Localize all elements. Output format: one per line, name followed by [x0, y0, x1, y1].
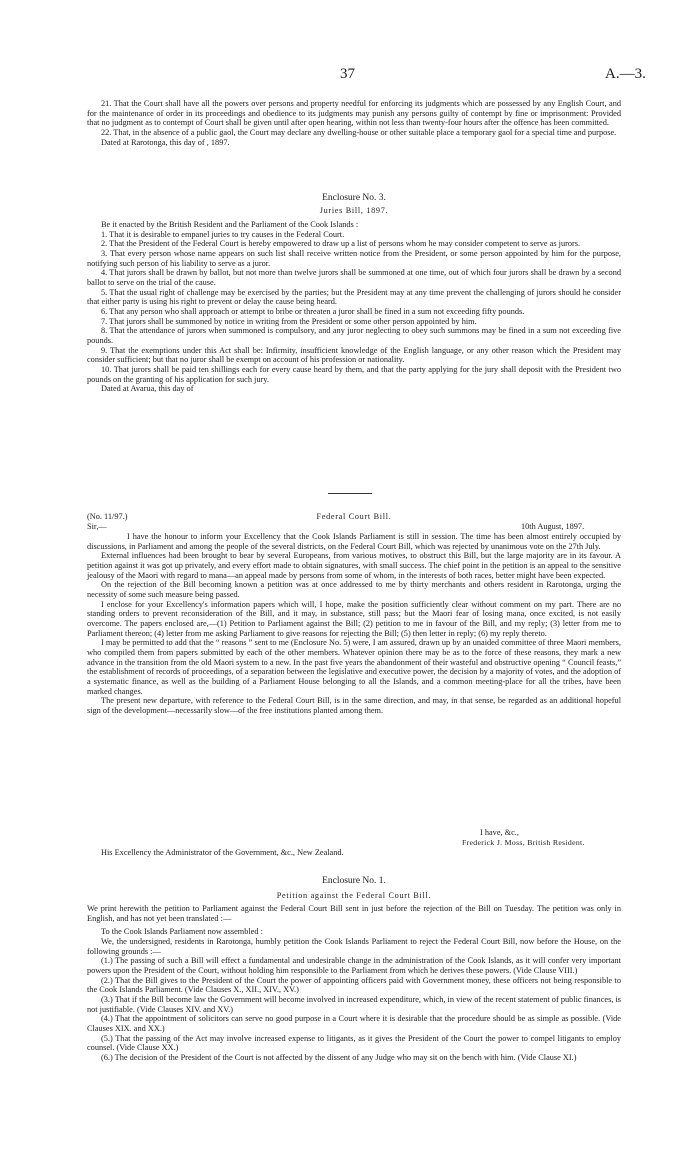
petition-ground: (2.) That the Bill gives to the President of the Court the power of appointing officers paid with Government money, these officers not being responsible to the Cook Islands Parliament. (Vide Clauses X., XII., XIV., XV.): [87, 975, 621, 995]
clause-21: 21. That the Court shall have all the powers over persons and property needful for enforcing its judgments which are possessed by any English Court, and for the maintenance of order in its proceedings and obedience to its judgments may punish any persons guilty of contempt by fine or imprisonment: Provided that no judgment as to contempt of Court shall be given until after open hearing, within not less than twenty-four hours after the offence has been committed.: [87, 99, 621, 128]
letter-paragraph: I have the honour to inform your Excellency that the Cook Islands Parliament is still in session. The time has been almost entirely occupied by discussions, in Parliament and among the people of the several districts, on the Federal Court Bill, which was rejected by unanimous vote on the 27th July.: [87, 532, 621, 551]
juries-clause-10: 10. That jurors shall be paid ten shillings each for every cause heard by them, and that the party applying for the jury shall deposit with the President two pounds on the granting of his application for such jury.: [87, 364, 621, 384]
petition-intro: We print herewith the petition to Parliament against the Federal Court Bill sent in just before the rejection of the Bill on Tuesday. The petition was only in English, and has not yet been translated :—: [87, 904, 621, 923]
petition-title: Petition against the Federal Court Bill.: [276, 891, 432, 900]
juries-preamble: Be it enacted by the British Resident and the Parliament of the Cook Islands :: [101, 220, 359, 229]
juries-clause-8: 8. That the attendance of jurors when summoned is compulsory, and any juror neglecting to obey such summons may be fined in a sum not exceeding five pounds.: [87, 326, 621, 345]
juries-clause-5: 5. That the usual right of challenge may be exercised by the parties; but the President may at any time prevent the challenging of jurors should he consider that either party is using his right to prevent or delay the cause being heard.: [87, 287, 621, 307]
petition-ground: (5.) That the passing of the Act may involve increased expense to litigants, as it gives the President of the Court the power to compel litigants to employ counsel. (Vide Clause XX.): [87, 1033, 621, 1053]
letter-closing: I have, &c.,: [480, 828, 519, 837]
section-divider: [328, 493, 372, 494]
page-reference: A.—3.: [605, 66, 646, 82]
juries-clause-7: 7. That jurors shall be summoned by notice in writing from the President or some other person appointed by him.: [101, 316, 477, 326]
letter-number: (No. 11/97.): [87, 512, 128, 521]
letter-salutation: Sir,—: [87, 522, 107, 531]
enclosure-1-heading: Enclosure No. 1.: [322, 876, 386, 886]
top-clauses: [87, 99, 621, 147]
letter-signature: Frederick J. Moss, British Resident.: [462, 838, 585, 847]
letter-paragraph: On the rejection of the Bill becoming known a petition was at once addressed to me by thirty merchants and others resident in Rarotonga, urging the necessity of some such measure being passed.: [87, 580, 621, 599]
letter-addressee: His Excellency the Administrator of the Government, &c., New Zealand.: [101, 848, 344, 857]
federal-court-bill-title: Federal Court Bill.: [316, 512, 392, 521]
juries-clause-9: 9. That the exemptions under this Act shall be: Infirmity, insufficient knowledge of the English language, or any other reason which the President may consider sufficient; but that no juror shall be exempt on account of his profession or nationality.: [87, 345, 621, 365]
page-number: 37: [340, 66, 355, 82]
petition-body: [87, 904, 621, 1063]
juries-clause-1: 1. That it is desirable to empanel juries to try causes in the Federal Court.: [101, 229, 345, 239]
letter-date: 10th August, 1897.: [521, 522, 585, 531]
juries-clause-3: 3. That every person whose name appears on such list shall receive written notice from the President, or some person appointed by him for the purpose, notifying such person of his liability to serve as a juror.: [87, 248, 621, 268]
petition-to-line: To the Cook Islands Parliament now assembled :: [101, 927, 263, 937]
juries-bill-title: Juries Bill, 1897.: [319, 206, 389, 215]
letter-paragraph: The present new departure, with reference to the Federal Court Bill, is in the same direction, and may, in that sense, be regarded as an additional hopeful sign of the development—necessarily slow—of the free institutions planted among them.: [87, 696, 621, 715]
letter-paragraph: External influences had been brought to bear by several Europeans, from various motives, to obstruct this Bill, but the large majority are in its favour. A petition against it was got up privately, and every effort made to obtain signatures, with small success. The chief point in the petition is an appeal to the sensitive jealousy of the Maori with regard to mana—an appeal made by persons from some of whom, in the interests of both races, better might have been expected.: [87, 551, 621, 580]
juries-clause-2: 2. That the President of the Federal Court is hereby empowered to draw up a list of persons whom he may consider competent to serve as jurors.: [101, 239, 581, 249]
petition-ground: (3.) That if the Bill become law the Government will become involved in increased expenditure, which, in view of the recent statement of public finances, is not justifiable. (Vide Clauses XIV. and XV.): [87, 994, 621, 1014]
letter-paragraph: I enclose for your Excellency's information papers which will, I hope, make the position sufficiently clear without comment on my part. There are no standing orders to prevent reconsideration of the Bill, and it may, in substance, still pass; but the Maori fear of losing mana, once excited, is not easily overcome. The papers enclosed are,—(1) Petition to Parliament against the Bill; (2) petition to me in favour of the Bill, and my reply; (3) letter from me to Parliament thereon; (4) letter from me asking Parliament to give reasons for rejecting the Bill; (5) then letter in reply; (6) my reply thereto.: [87, 599, 621, 638]
juries-clause-4: 4. That jurors shall be drawn by ballot, but not more than twelve jurors shall be summoned at one time, out of which four jurors shall be drawn by a second ballot to serve on the trial of the cause.: [87, 268, 621, 287]
top-dated-line: Dated at Rarotonga, this day of , 1897.: [101, 137, 230, 147]
petition-ground: (1.) The passing of such a Bill will effect a fundamental and undesirable change in the administration of the Cook Islands, as it will confer very important powers upon the President of the Court, without holding him responsible to the Parliament from which he derives these powers. (Vide Clause VIII.): [87, 956, 621, 975]
letter-paragraph: I may be permitted to add that the “ reasons ” sent to me (Enclosure No. 5) were, I am assured, drawn up by an unaided committee of three Maori members, who compiled them from papers submitted by each of the other members. Whatever opinion there may be as to the force of these reasons, they mark a new advance in the transition from the old Maori system to a new. In the past five years the abandonment of their wasteful and obstructive opening “ Council feasts,” the establishment of records of proceedings, of a separation between the legislative and executive power, the decision by a majority of votes, and the adoption of a systematic finance, as well as the building of a Parliament House belonging to all the Islands, and a common meeting-place for all the tribes, have been marked changes.: [87, 638, 621, 696]
petition-ground: (6.) The decision of the President of the Court is not affected by the dissent of any Judge who may sit on the bench with him. (Vide Clause XI.): [101, 1052, 577, 1062]
petition-ground: (4.) That the appointment of solicitors can serve no good purpose in a Court where it is desirable that the procedure should be as simple as possible. (Vide Clauses XIX. and XX.): [87, 1014, 621, 1033]
petition-statement: We, the undersigned, residents in Rarotonga, humbly petition the Cook Islands Parliament to reject the Federal Court Bill, now before the House, on the following grounds :—: [87, 936, 621, 956]
juries-clause-6: 6. That any person who shall approach or attempt to bribe or threaten a juror shall be fined in a sum not exceeding fifty pounds.: [101, 306, 525, 316]
letter-body: [87, 532, 621, 715]
juries-bill-body: [87, 220, 621, 394]
clause-22: 22. That, in the absence of a public gaol, the Court may declare any dwelling-house or other suitable place a temporary gaol for a special time and purpose.: [101, 127, 617, 137]
juries-dated-line: Dated at Avarua, this day of: [101, 384, 194, 394]
enclosure-3-heading: Enclosure No. 3.: [322, 193, 386, 203]
